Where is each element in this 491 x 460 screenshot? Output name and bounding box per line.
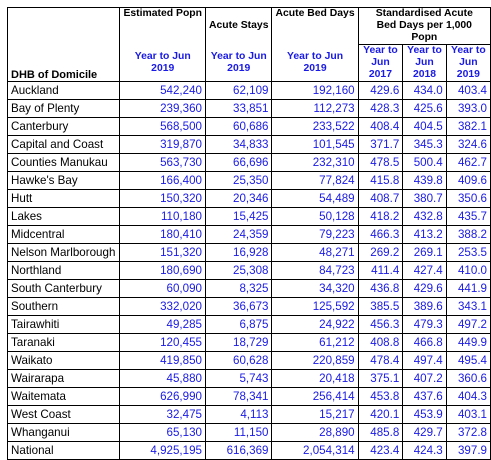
dhb-cell: Capital and Coast — [8, 136, 120, 154]
stays-cell: 25,308 — [206, 262, 272, 280]
bed-days-cell: 54,489 — [272, 190, 358, 208]
stays-cell: 33,851 — [206, 100, 272, 118]
stays-cell: 11,150 — [206, 424, 272, 442]
rate-2018-cell: 437.6 — [403, 388, 446, 406]
rate-2019-cell: 388.2 — [446, 226, 490, 244]
table-row — [8, 208, 491, 226]
stays-cell: 78,341 — [206, 388, 272, 406]
bed-days-cell: 48,271 — [272, 244, 358, 262]
popn-cell: 60,090 — [120, 280, 206, 298]
rate-2018-cell: 425.6 — [403, 100, 446, 118]
rate-2018-cell: 404.5 — [403, 118, 446, 136]
dhb-cell: Hawke's Bay — [8, 172, 120, 190]
rate-2018-cell: 380.7 — [403, 190, 446, 208]
bed-days-cell: 233,522 — [272, 118, 358, 136]
stays-cell: 66,696 — [206, 154, 272, 172]
dhb-cell: Midcentral — [8, 226, 120, 244]
rate-2019-cell: 360.6 — [446, 370, 490, 388]
header-standardised: Standardised Acute Bed Days per 1,000 Popn — [358, 8, 490, 45]
bed-days-cell: 192,160 — [272, 82, 358, 100]
popn-cell: 568,500 — [120, 118, 206, 136]
rate-2017-cell: 453.8 — [358, 388, 403, 406]
rate-2019-cell: 435.7 — [446, 208, 490, 226]
rate-2018-cell: 500.4 — [403, 154, 446, 172]
stays-cell: 20,346 — [206, 190, 272, 208]
rate-2017-cell: 408.7 — [358, 190, 403, 208]
popn-cell: 180,410 — [120, 226, 206, 244]
popn-cell: 319,870 — [120, 136, 206, 154]
popn-cell: 151,320 — [120, 244, 206, 262]
rate-2018-cell: 434.0 — [403, 82, 446, 100]
stays-cell: 60,628 — [206, 352, 272, 370]
header-dhb-of-domicile: DHB of Domicile — [8, 45, 120, 82]
rate-2018-cell: 497.4 — [403, 352, 446, 370]
rate-2019-cell: 343.1 — [446, 298, 490, 316]
rate-2018-cell: 453.9 — [403, 406, 446, 424]
header-blank-cell — [8, 8, 120, 45]
bed-days-cell: 15,217 — [272, 406, 358, 424]
rate-2017-cell: 371.7 — [358, 136, 403, 154]
rate-2017-cell: 375.1 — [358, 370, 403, 388]
dhb-cell: Waikato — [8, 352, 120, 370]
rate-2017-cell: 436.8 — [358, 280, 403, 298]
table-row-national — [8, 442, 491, 460]
stays-cell: 616,369 — [206, 442, 272, 460]
dhb-cell: South Canterbury — [8, 280, 120, 298]
dhb-cell: Canterbury — [8, 118, 120, 136]
subheader-2017: Year to Jun 2017 — [358, 45, 403, 82]
popn-cell: 542,240 — [120, 82, 206, 100]
rate-2017-cell: 420.1 — [358, 406, 403, 424]
rate-2018-cell: 413.2 — [403, 226, 446, 244]
table-row — [8, 190, 491, 208]
subheader-2019: Year to Jun 2019 — [446, 45, 490, 82]
rate-2019-cell: 410.0 — [446, 262, 490, 280]
rate-2017-cell: 466.3 — [358, 226, 403, 244]
bed-days-cell: 79,223 — [272, 226, 358, 244]
rate-2018-cell: 269.1 — [403, 244, 446, 262]
rate-2017-cell: 385.5 — [358, 298, 403, 316]
stays-cell: 62,109 — [206, 82, 272, 100]
dhb-cell: Waitemata — [8, 388, 120, 406]
popn-cell: 45,880 — [120, 370, 206, 388]
rate-2017-cell: 456.3 — [358, 316, 403, 334]
popn-cell: 4,925,195 — [120, 442, 206, 460]
table-row — [8, 262, 491, 280]
rate-2018-cell: 466.8 — [403, 334, 446, 352]
dhb-cell: Hutt — [8, 190, 120, 208]
dhb-cell: Bay of Plenty — [8, 100, 120, 118]
dhb-cell: Southern — [8, 298, 120, 316]
rate-2019-cell: 324.6 — [446, 136, 490, 154]
stays-cell: 16,928 — [206, 244, 272, 262]
table-row — [8, 424, 491, 442]
rate-2019-cell: 495.4 — [446, 352, 490, 370]
bed-days-cell: 77,824 — [272, 172, 358, 190]
rate-2019-cell: 462.7 — [446, 154, 490, 172]
rate-2018-cell: 407.2 — [403, 370, 446, 388]
header-stays: Acute Stays — [206, 8, 272, 45]
popn-cell: 110,180 — [120, 208, 206, 226]
rate-2017-cell: 485.8 — [358, 424, 403, 442]
popn-cell: 150,320 — [120, 190, 206, 208]
table-row — [8, 298, 491, 316]
dhb-cell: Lakes — [8, 208, 120, 226]
dhb-cell: West Coast — [8, 406, 120, 424]
popn-cell: 65,130 — [120, 424, 206, 442]
dhb-cell: Nelson Marlborough — [8, 244, 120, 262]
bed-days-cell: 34,320 — [272, 280, 358, 298]
header-popn: Estimated Popn — [120, 8, 206, 45]
stays-cell: 5,743 — [206, 370, 272, 388]
table-row — [8, 82, 491, 100]
subheader-popn: Year to Jun 2019 — [120, 45, 206, 82]
rate-2019-cell: 382.1 — [446, 118, 490, 136]
rate-2018-cell: 429.6 — [403, 280, 446, 298]
rate-2017-cell: 411.4 — [358, 262, 403, 280]
popn-cell: 180,690 — [120, 262, 206, 280]
dhb-cell: Taranaki — [8, 334, 120, 352]
dhb-cell: Tairawhiti — [8, 316, 120, 334]
rate-2017-cell: 428.3 — [358, 100, 403, 118]
rate-2019-cell: 449.9 — [446, 334, 490, 352]
rate-2018-cell: 432.8 — [403, 208, 446, 226]
table-body — [8, 82, 491, 460]
header-bed-days: Acute Bed Days — [272, 8, 358, 45]
popn-cell: 49,285 — [120, 316, 206, 334]
rate-2019-cell: 253.5 — [446, 244, 490, 262]
table-row — [8, 118, 491, 136]
stays-cell: 4,113 — [206, 406, 272, 424]
dhb-cell: Auckland — [8, 82, 120, 100]
table-row — [8, 226, 491, 244]
header-row — [8, 8, 491, 45]
table-row — [8, 316, 491, 334]
rate-2019-cell: 403.1 — [446, 406, 490, 424]
stays-cell: 60,686 — [206, 118, 272, 136]
dhb-acute-bed-days-table — [7, 7, 491, 460]
bed-days-cell: 112,273 — [272, 100, 358, 118]
rate-2019-cell: 441.9 — [446, 280, 490, 298]
rate-2019-cell: 404.3 — [446, 388, 490, 406]
subheader-row — [8, 45, 491, 82]
bed-days-cell: 61,212 — [272, 334, 358, 352]
subheader-bed-days: Year to Jun 2019 — [272, 45, 358, 82]
rate-2017-cell: 408.4 — [358, 118, 403, 136]
rate-2018-cell: 389.6 — [403, 298, 446, 316]
popn-cell: 166,400 — [120, 172, 206, 190]
bed-days-cell: 28,890 — [272, 424, 358, 442]
table-row — [8, 406, 491, 424]
rate-2019-cell: 372.8 — [446, 424, 490, 442]
rate-2017-cell: 478.4 — [358, 352, 403, 370]
rate-2019-cell: 397.9 — [446, 442, 490, 460]
bed-days-cell: 2,054,314 — [272, 442, 358, 460]
rate-2017-cell: 423.4 — [358, 442, 403, 460]
rate-2017-cell: 429.6 — [358, 82, 403, 100]
table-row — [8, 172, 491, 190]
rate-2017-cell: 415.8 — [358, 172, 403, 190]
rate-2019-cell: 393.0 — [446, 100, 490, 118]
popn-cell: 563,730 — [120, 154, 206, 172]
bed-days-cell: 24,922 — [272, 316, 358, 334]
rate-2017-cell: 478.5 — [358, 154, 403, 172]
subheader-stays: Year to Jun 2019 — [206, 45, 272, 82]
rate-2017-cell: 269.2 — [358, 244, 403, 262]
table-row — [8, 280, 491, 298]
stays-cell: 8,325 — [206, 280, 272, 298]
bed-days-cell: 50,128 — [272, 208, 358, 226]
table-row — [8, 370, 491, 388]
bed-days-cell: 232,310 — [272, 154, 358, 172]
rate-2018-cell: 429.7 — [403, 424, 446, 442]
dhb-cell: National — [8, 442, 120, 460]
bed-days-cell: 256,414 — [272, 388, 358, 406]
table-row — [8, 334, 491, 352]
rate-2019-cell: 409.6 — [446, 172, 490, 190]
rate-2018-cell: 439.8 — [403, 172, 446, 190]
bed-days-cell: 220,859 — [272, 352, 358, 370]
rate-2019-cell: 350.6 — [446, 190, 490, 208]
table-row — [8, 136, 491, 154]
table-row — [8, 388, 491, 406]
stays-cell: 36,673 — [206, 298, 272, 316]
stays-cell: 34,833 — [206, 136, 272, 154]
rate-2017-cell: 418.2 — [358, 208, 403, 226]
rate-2018-cell: 427.4 — [403, 262, 446, 280]
table-row — [8, 352, 491, 370]
table-row — [8, 100, 491, 118]
dhb-cell: Counties Manukau — [8, 154, 120, 172]
rate-2017-cell: 408.8 — [358, 334, 403, 352]
popn-cell: 332,020 — [120, 298, 206, 316]
dhb-cell: Northland — [8, 262, 120, 280]
stays-cell: 25,350 — [206, 172, 272, 190]
popn-cell: 626,990 — [120, 388, 206, 406]
rate-2019-cell: 403.4 — [446, 82, 490, 100]
bed-days-cell: 84,723 — [272, 262, 358, 280]
bed-days-cell: 20,418 — [272, 370, 358, 388]
rate-2018-cell: 345.3 — [403, 136, 446, 154]
popn-cell: 419,850 — [120, 352, 206, 370]
dhb-cell: Wairarapa — [8, 370, 120, 388]
table-row — [8, 154, 491, 172]
stays-cell: 24,359 — [206, 226, 272, 244]
rate-2018-cell: 424.3 — [403, 442, 446, 460]
table-row — [8, 244, 491, 262]
stays-cell: 15,425 — [206, 208, 272, 226]
rate-2019-cell: 497.2 — [446, 316, 490, 334]
bed-days-cell: 101,545 — [272, 136, 358, 154]
popn-cell: 239,360 — [120, 100, 206, 118]
bed-days-cell: 125,592 — [272, 298, 358, 316]
popn-cell: 120,455 — [120, 334, 206, 352]
rate-2018-cell: 479.3 — [403, 316, 446, 334]
popn-cell: 32,475 — [120, 406, 206, 424]
subheader-2018: Year to Jun 2018 — [403, 45, 446, 82]
dhb-cell: Whanganui — [8, 424, 120, 442]
stays-cell: 6,875 — [206, 316, 272, 334]
stays-cell: 18,729 — [206, 334, 272, 352]
